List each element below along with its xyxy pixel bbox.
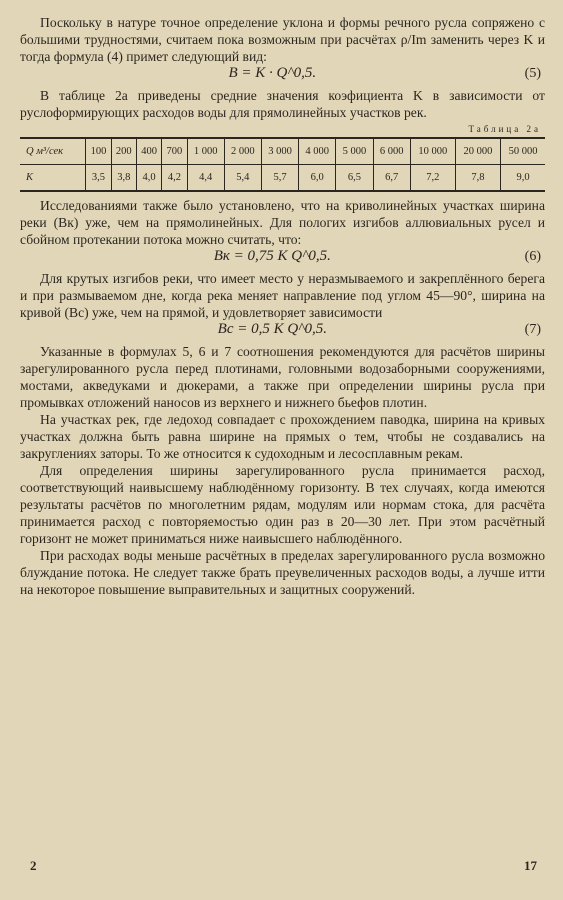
table-row-q xyxy=(20,138,545,165)
table-cell-q: 2 000 xyxy=(224,138,261,165)
table-cell-k: 6,0 xyxy=(299,165,336,192)
table-cell-k: 4,0 xyxy=(136,165,161,192)
page-number: 17 xyxy=(524,858,537,873)
formula-6-expression: Bк = 0,75 K Q^0,5. xyxy=(213,248,331,264)
table-cell-q: 1 000 xyxy=(187,138,224,165)
table-cell-q: 6 000 xyxy=(373,138,410,165)
formula-6 xyxy=(20,248,545,270)
table-cell-k: 6,7 xyxy=(373,165,410,192)
paragraph-1: Поскольку в натуре точное определение уклона и формы речного русла сопряжено с большими трудностями, считаем пока возможным при расчётах ρ/Im заменить через K и тогда формула (4) примет следующий вид: xyxy=(20,15,545,64)
table-cell-k: 5,7 xyxy=(261,165,298,192)
table-cell-k: 4,4 xyxy=(187,165,224,192)
table-row-k xyxy=(20,165,545,192)
formula-5-number: (5) xyxy=(524,66,541,81)
formula-7 xyxy=(20,321,545,343)
formula-7-expression: Bс = 0,5 K Q^0,5. xyxy=(217,321,328,337)
table-cell-q: 5 000 xyxy=(336,138,373,165)
formula-7-number: (7) xyxy=(524,322,541,337)
table-cell-k: 5,4 xyxy=(224,165,261,192)
table-cell-k: 3,5 xyxy=(86,165,111,192)
table-cell-k: 3,8 xyxy=(111,165,136,192)
formula-5-expression: B = K · Q^0,5. xyxy=(228,65,317,81)
paragraph-3: Исследованиями также было установлено, что на криволинейных участках ширина реки (Bк) уже, чем на прямолинейных. Для пологих изгибов аллювиальных русел и сбойном протекании потока можно считать, что: xyxy=(20,198,545,247)
table-cell-q: 10 000 xyxy=(410,138,455,165)
table-row-label: K xyxy=(26,172,34,183)
table-cell-q: 200 xyxy=(111,138,136,165)
paragraph-7: Для определения ширины зарегулированного русла принимается расход, соответствующий наивысшему наблюдённому горизонту. В тех случаях, когда имеются результаты расчётов по многолетним рядам, модулям или нормам стока, для расчёта принимается расход с повторяемостью один раз в 20—30 лет. При этом расчётный горизонт не может приниматься ниже наивысшего наблюдённого. xyxy=(20,463,545,546)
table-cell-q: 100 xyxy=(86,138,111,165)
table-cell-q: 50 000 xyxy=(501,138,545,165)
formula-6-number: (6) xyxy=(524,249,541,264)
table-cell-q: 700 xyxy=(162,138,187,165)
table-cell-k: 4,2 xyxy=(162,165,187,192)
table-cell-q: 20 000 xyxy=(455,138,500,165)
paragraph-4: Для крутых изгибов реки, что имеет место у неразмываемого и закреплённого берега и при размываемом дне, когда река меняет направление под углом 45—90°, ширина на кривой (Bс) уже, чем на прямой, и удовлетворяет зависимости xyxy=(20,271,545,320)
formula-5 xyxy=(20,65,545,87)
coefficient-table xyxy=(20,137,545,192)
table-cell-q: 3 000 xyxy=(261,138,298,165)
table-caption: Таблица 2а xyxy=(468,124,541,134)
paragraph-6: На участках рек, где ледоход совпадает с прохождением паводка, ширина на кривых участках должна быть равна ширине на прямых о тем, чтобы не создавались на закруглениях заторы. То же относится к судоходным и лесосплавным рекам. xyxy=(20,412,545,461)
paragraph-2: В таблице 2а приведены средние значения коэфициента K в зависимости от руслоформирующих расходов воды для прямолинейных участков рек. xyxy=(20,88,545,120)
table-header-label: Q м³/сек xyxy=(20,138,86,165)
table-cell-k: 6,5 xyxy=(336,165,373,192)
table-cell-q: 400 xyxy=(136,138,161,165)
table-cell-k: 7,2 xyxy=(410,165,455,192)
table-cell-q: 4 000 xyxy=(299,138,336,165)
table-cell-k: 7,8 xyxy=(455,165,500,192)
table-cell-k: 9,0 xyxy=(501,165,545,192)
paragraph-5: Указанные в формулах 5, 6 и 7 соотношения рекомендуются для расчётов ширины зарегулированного русла перед плотинами, головными водозаборными сооружениями, мостами, акведуками и дюкерами, а также при определении ширины русла при промывках отложений наносов из верхнего и нижнего бьефов плотин. xyxy=(20,344,545,410)
page-footer xyxy=(30,858,537,874)
paragraph-8: При расходах воды меньше расчётных в пределах зарегулированного русла возможно блуждание потока. Не следует также брать преувеличенных расходов воды, а лучше итти на некоторое повышение выправительных и защитных сооружений. xyxy=(20,548,545,597)
signature-mark: 2 xyxy=(30,858,37,873)
